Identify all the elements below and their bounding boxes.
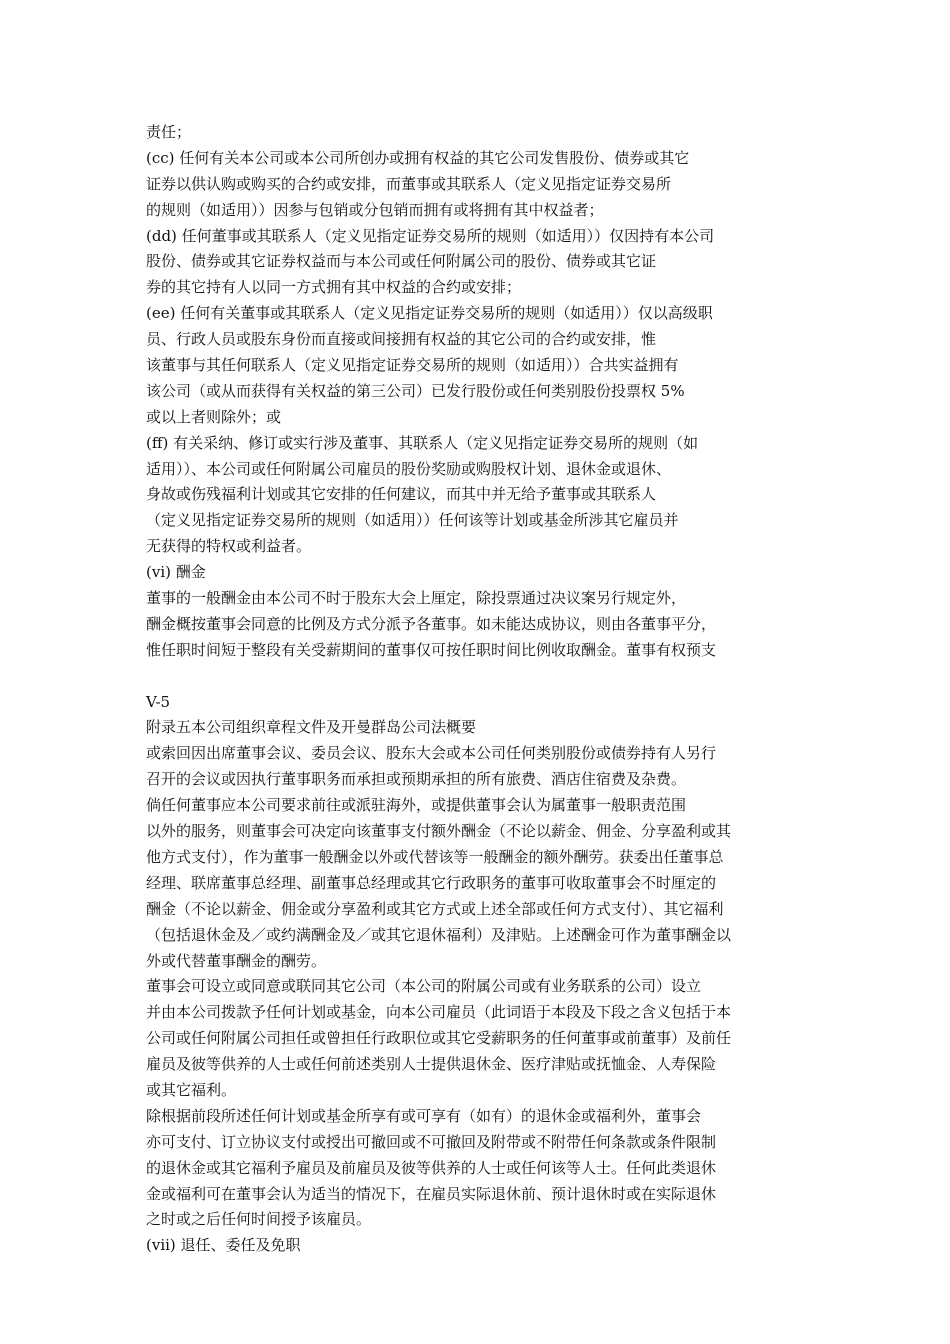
text-line: 责任；: [146, 123, 192, 141]
text-line: 公司或任何附属公司担任或曾担任行政职位或其它受薪职务的任何董事或前董事）及前任: [146, 1029, 732, 1048]
text-line: 酬金（不论以薪金、佣金或分享盈利或其它方式或上述全部或任何方式支付）、其它福利: [146, 899, 724, 918]
text-line: 无获得的特权或利益者。: [146, 537, 312, 556]
text-block-lower: [146, 741, 806, 1259]
running-header: 附录五本公司组织章程文件及开曼群岛公司法概要: [146, 718, 477, 737]
page-number: V-5: [146, 692, 171, 711]
text-line: 倘任何董事应本公司要求前往或派驻海外，或提供董事会认为属董事一般职责范围: [146, 796, 687, 815]
text-line: （包括退休金及／或约满酬金及／或其它退休福利）及津贴。上述酬金可作为董事酬金以: [146, 925, 732, 944]
text-line: 或索回因出席董事会议、委员会议、股东大会或本公司任何类别股份或债券持有人另行: [146, 744, 717, 763]
text-line: 以外的服务，则董事会可决定向该董事支付额外酬金（不论以薪金、佣金、分享盈利或其: [146, 822, 732, 841]
text-line: 惟任职时间短于整段有关受薪期间的董事仅可按任职时间比例收取酬金。董事有权预支: [146, 640, 717, 659]
text-line: 员、行政人员或股东身份而直接或间接拥有权益的其它公司的合约或安排，惟: [146, 330, 657, 349]
section-heading-retirement: (vii) 退任、委任及免职: [146, 1236, 301, 1255]
text-line: 董事的一般酬金由本公司不时于股东大会上厘定，除投票通过决议案另行规定外，: [146, 589, 687, 608]
text-line: 亦可支付、订立协议支付或授出可撤回或不可撤回及附带或不附带任何条款或条件限制: [146, 1132, 717, 1151]
text-line: 经理、联席董事总经理、副董事总经理或其它行政职务的董事可收取董事会不时厘定的: [146, 873, 717, 892]
text-line: (ff) 有关采纳、修订或实行涉及董事、其联系人（定义见指定证券交易所的规则（如: [146, 433, 699, 452]
text-line: 之时或之后任何时间授予该雇员。: [146, 1210, 372, 1229]
text-line: 董事会可设立或同意或联同其它公司（本公司的附属公司或有业务联系的公司）设立: [146, 977, 702, 996]
text-line: 除根据前段所述任何计划或基金所享有或可享有（如有）的退休金或福利外，董事会: [146, 1106, 702, 1125]
text-line: 或其它福利。: [146, 1080, 237, 1099]
text-line: （定义见指定证券交易所的规则（如适用））任何该等计划或基金所涉其它雇员并: [146, 511, 679, 530]
text-line: 证券以供认购或购买的合约或安排，而董事或其联系人（定义见指定证券交易所: [146, 174, 672, 193]
section-heading-remuneration: (vi) 酬金: [146, 563, 206, 582]
text-line: 雇员及彼等供养的人士或任何前述类别人士提供退休金、医疗津贴或抚恤金、人寿保险: [146, 1055, 717, 1074]
document-page: [146, 120, 806, 1259]
text-line: 该董事与其任何联系人（定义见指定证券交易所的规则（如适用））合共实益拥有: [146, 356, 679, 375]
text-line: (dd) 任何董事或其联系人（定义见指定证券交易所的规则（如适用））仅因持有本公司: [146, 226, 715, 245]
text-line: 券的其它持有人以同一方式拥有其中权益的合约或安排；: [146, 278, 522, 297]
text-line: (cc) 任何有关本公司或本公司所创办或拥有权益的其它公司发售股份、债券或其它: [146, 148, 690, 167]
page-break-gap: [146, 664, 806, 690]
text-line: 的退休金或其它福利予雇员及前雇员及彼等供养的人士或任何该等人士。任何此类退休: [146, 1158, 717, 1177]
text-line: 或以上者则除外；或: [146, 407, 282, 426]
text-line: 酬金概按董事会同意的比例及方式分派予各董事。如未能达成协议，则由各董事平分，: [146, 614, 717, 633]
text-line: 身故或伤残福利计划或其它安排的任何建议，而其中并无给予董事或其联系人: [146, 485, 657, 504]
text-line: 金或福利可在董事会认为适当的情况下，在雇员实际退休前、预计退休时或在实际退休: [146, 1184, 717, 1203]
text-line: (ee) 任何有关董事或其联系人（定义见指定证券交易所的规则（如适用））仅以高级职: [146, 304, 713, 323]
text-line: 的规则（如适用））因参与包销或分包销而拥有或将拥有其中权益者；: [146, 200, 604, 219]
text-line: 该公司（或从而获得有关权益的第三公司）已发行股份或任何类别股份投票权 5%: [146, 381, 685, 400]
text-line: 适用））、本公司或任何附属公司雇员的股份奖励或购股权计划、退休金或退休、: [146, 459, 672, 478]
text-line: 召开的会议或因执行董事职务而承担或预期承担的所有旅费、酒店住宿费及杂费。: [146, 770, 687, 789]
text-block-upper: [146, 120, 806, 664]
text-line: 股份、债券或其它证券权益而与本公司或任何附属公司的股份、债券或其它证: [146, 252, 657, 271]
text-line: 他方式支付），作为董事一般酬金以外或代替该等一般酬金的额外酬劳。获委出任董事总: [146, 847, 724, 866]
text-line: 并由本公司拨款予任何计划或基金，向本公司雇员（此词语于本段及下段之含义包括于本: [146, 1003, 732, 1022]
text-line: 外或代替董事酬金的酬劳。: [146, 951, 327, 970]
